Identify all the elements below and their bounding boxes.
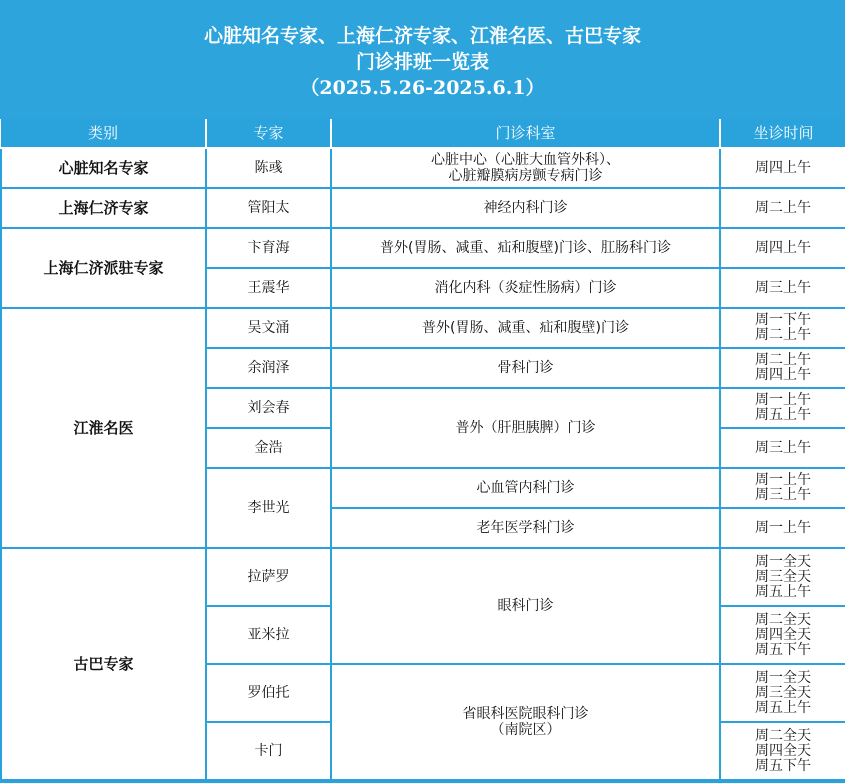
expert-cell: 吴文涌 [206, 308, 331, 348]
time-text: 周五下午 [755, 641, 811, 658]
department-text: 心脏瓣膜病房颤专病门诊 [448, 168, 603, 184]
time-text: 周三上午 [755, 487, 811, 503]
time-text: 周一上午 [755, 392, 811, 408]
schedule-table [0, 119, 845, 781]
expert-cell: 王震华 [206, 268, 331, 308]
category-cell: 心脏知名专家 [1, 148, 206, 188]
table-row [1, 548, 845, 606]
expert-cell: 李世光 [206, 468, 331, 548]
department-cell: 眼科门诊 [331, 548, 720, 664]
table-header-row [1, 119, 845, 148]
time-text: 周五上午 [755, 407, 811, 423]
title-line-3: （2025.5.26-2025.6.1） [300, 77, 545, 99]
time-cell [720, 722, 845, 780]
title-line-1: 心脏知名专家、上海仁济专家、江淮名医、古巴专家 [203, 25, 641, 47]
department-cell: 骨科门诊 [331, 348, 720, 388]
time-cell [720, 388, 845, 428]
col-header-department: 门诊科室 [331, 119, 720, 148]
time-cell [720, 308, 845, 348]
time-cell [720, 606, 845, 664]
col-header-category: 类别 [1, 119, 206, 148]
time-text: 周二上午 [755, 352, 811, 368]
department-cell: 神经内科门诊 [331, 188, 720, 228]
time-text: 周一全天 [755, 553, 811, 570]
time-cell [720, 548, 845, 606]
time-text: 周四上午 [755, 159, 811, 176]
department-cell: 普外(胃肠、减重、疝和腹壁)门诊 [331, 308, 720, 348]
expert-cell: 余润泽 [206, 348, 331, 388]
expert-cell: 刘会春 [206, 388, 331, 428]
time-text: 周二全天 [755, 611, 811, 628]
category-cell: 上海仁济专家 [1, 188, 206, 228]
time-cell: 周三上午 [720, 268, 845, 308]
department-cell [331, 148, 720, 188]
time-text: 周五上午 [755, 699, 811, 716]
time-cell [720, 148, 845, 188]
time-text: 周三全天 [755, 568, 811, 585]
expert-cell: 金浩 [206, 428, 331, 468]
time-text: 周四全天 [755, 626, 811, 643]
expert-cell: 亚米拉 [206, 606, 331, 664]
department-text: 省眼科医院眼科门诊 [462, 706, 589, 722]
time-cell [720, 348, 845, 388]
department-text: （南院区） [490, 722, 561, 738]
time-text: 周五下午 [755, 757, 811, 774]
category-cell: 江淮名医 [1, 308, 206, 548]
col-header-time: 坐诊时间 [720, 119, 845, 148]
time-cell: 周一上午 [720, 508, 845, 548]
expert-cell: 卞育海 [206, 228, 331, 268]
time-text: 周一下午 [755, 312, 811, 328]
time-text: 周五上午 [755, 583, 811, 600]
time-text: 周四全天 [755, 742, 811, 759]
department-cell: 普外(胃肠、减重、疝和腹壁)门诊、肛肠科门诊 [331, 228, 720, 268]
time-text: 周一全天 [755, 669, 811, 686]
expert-cell: 罗伯托 [206, 664, 331, 722]
time-text: 周四上午 [755, 367, 811, 383]
table-row [1, 148, 845, 188]
time-cell [720, 468, 845, 508]
expert-cell: 管阳太 [206, 188, 331, 228]
time-cell: 周三上午 [720, 428, 845, 468]
department-cell: 消化内科（炎症性肠病）门诊 [331, 268, 720, 308]
category-cell: 上海仁济派驻专家 [1, 228, 206, 308]
expert-cell: 陈彧 [206, 148, 331, 188]
expert-cell: 拉萨罗 [206, 548, 331, 606]
time-text: 周三全天 [755, 684, 811, 701]
time-cell: 周四上午 [720, 228, 845, 268]
department-cell: 老年医学科门诊 [331, 508, 720, 548]
time-text: 周一上午 [755, 472, 811, 488]
table-row [1, 188, 845, 228]
time-cell [720, 664, 845, 722]
department-cell: 普外（肝胆胰脾）门诊 [331, 388, 720, 468]
department-cell: 心血管内科门诊 [331, 468, 720, 508]
col-header-expert: 专家 [206, 119, 331, 148]
time-text: 周二上午 [755, 327, 811, 343]
page-header [0, 0, 845, 119]
department-text: 心脏中心（心脏大血管外科）、 [431, 152, 620, 168]
table-row [1, 228, 845, 268]
table-row [1, 308, 845, 348]
category-cell: 古巴专家 [1, 548, 206, 780]
time-cell: 周二上午 [720, 188, 845, 228]
title-line-2: 门诊排班一览表 [355, 51, 489, 73]
time-text: 周二全天 [755, 727, 811, 744]
department-cell [331, 664, 720, 780]
expert-cell: 卡门 [206, 722, 331, 780]
